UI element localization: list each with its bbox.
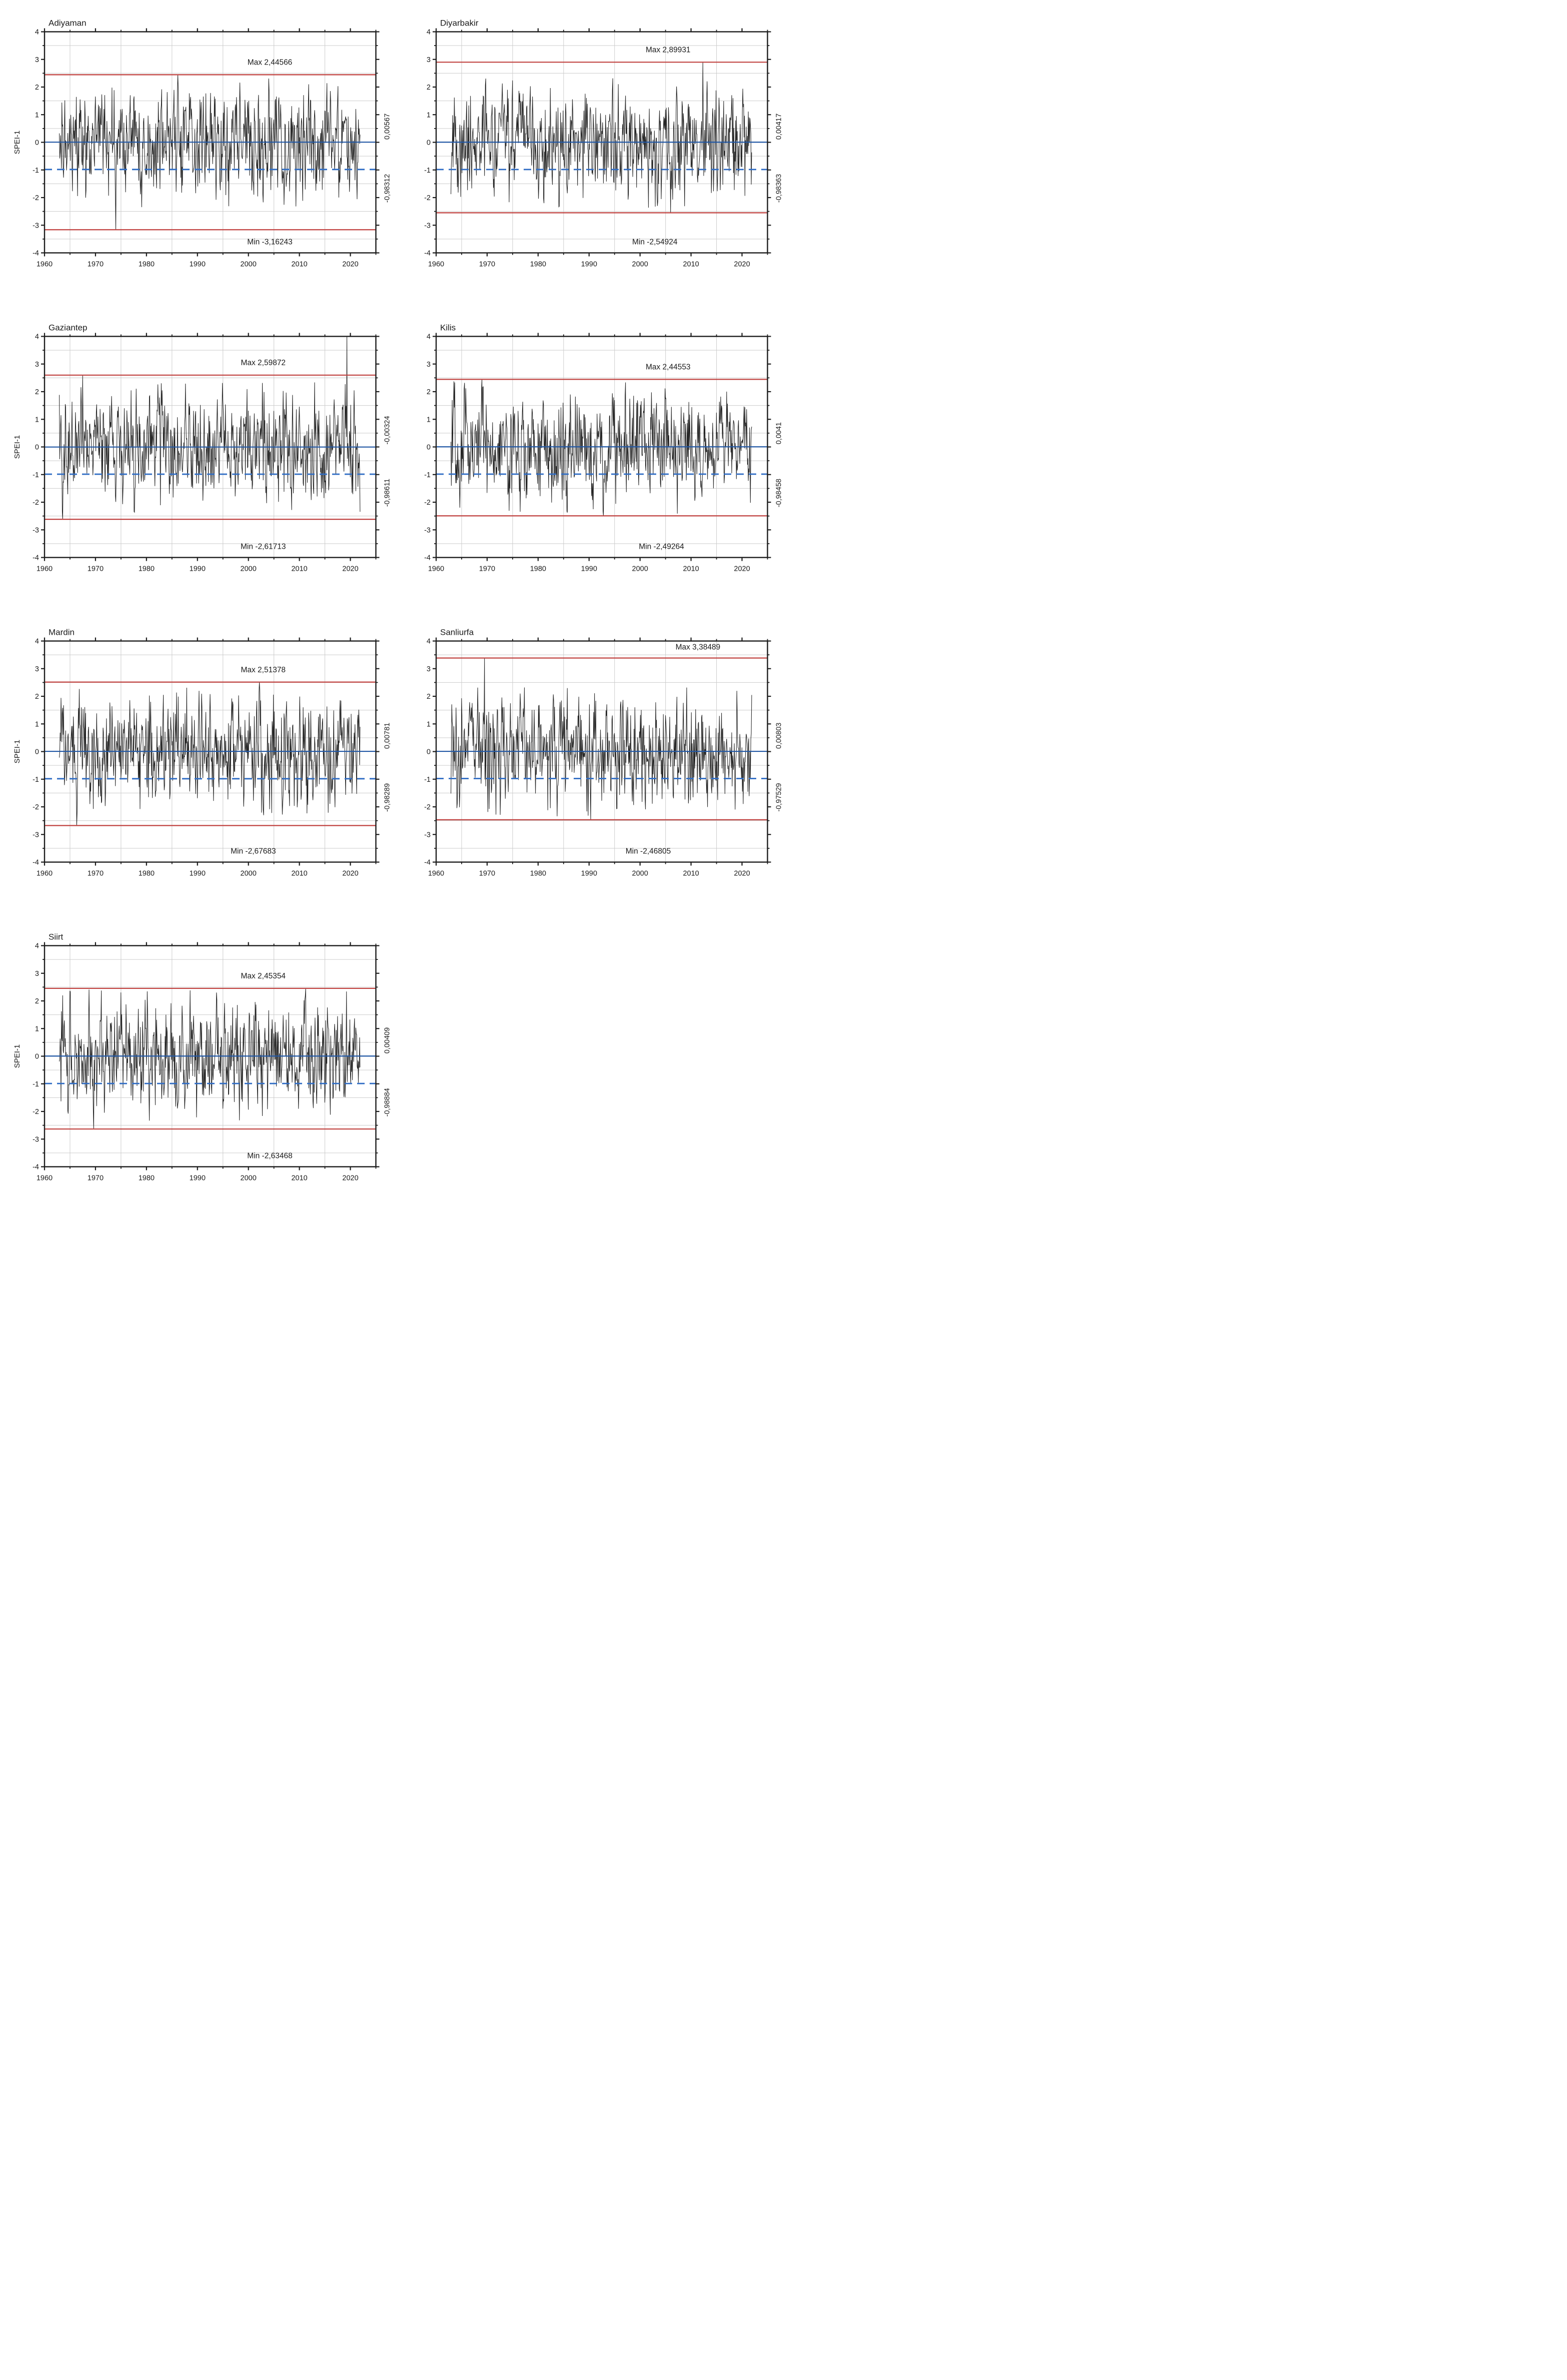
y-tick-label: 4 — [426, 28, 431, 37]
y-tick-label: 4 — [426, 637, 431, 646]
max-annotation: Max 3,38489 — [675, 643, 721, 652]
chart-kilis — [392, 305, 783, 609]
mean-value-label: 0,00567 — [383, 113, 392, 140]
y-tick-label: 4 — [35, 942, 39, 950]
y-tick-label: -3 — [33, 831, 39, 839]
max-annotation: Max 2,89931 — [645, 46, 691, 55]
y-tick-label: 3 — [35, 969, 39, 978]
x-tick-label: 2000 — [240, 565, 257, 573]
dashed-value-label: -0,97529 — [775, 783, 783, 812]
x-tick-label: 1960 — [428, 565, 445, 573]
x-tick-label: 1980 — [138, 260, 155, 269]
x-tick-label: 1960 — [428, 869, 445, 878]
x-tick-label: 2010 — [291, 260, 308, 269]
min-annotation: Min -2,61713 — [241, 542, 286, 551]
x-tick-label: 1970 — [87, 1174, 104, 1182]
y-tick-label: 3 — [35, 665, 39, 673]
y-tick-label: -3 — [424, 526, 431, 535]
y-tick-label: 2 — [426, 84, 431, 92]
y-tick-label: -1 — [33, 471, 39, 479]
x-tick-label: 1980 — [138, 869, 155, 878]
x-tick-label: 2000 — [632, 260, 648, 269]
y-tick-label: 2 — [35, 388, 39, 396]
y-tick-label: -4 — [33, 249, 39, 258]
y-tick-label: -2 — [33, 499, 39, 507]
mean-value-label: 0,00417 — [775, 113, 783, 140]
x-tick-label: 1990 — [189, 260, 206, 269]
y-tick-label: -4 — [424, 249, 431, 258]
figure-spei-panels — [0, 0, 783, 1190]
spei-series-line — [451, 379, 752, 516]
spei-series-line — [60, 75, 360, 230]
x-tick-label: 2020 — [342, 1174, 359, 1182]
y-tick-label: 0 — [35, 139, 39, 147]
y-tick-label: -2 — [424, 194, 431, 202]
x-tick-label: 2000 — [240, 1174, 257, 1182]
y-tick-label: -4 — [33, 858, 39, 867]
chart-title: Siirt — [49, 932, 64, 942]
chart-title: Gaziantep — [49, 323, 88, 333]
x-tick-label: 1970 — [87, 869, 104, 878]
y-tick-label: 3 — [426, 665, 431, 673]
y-tick-label: 1 — [426, 720, 431, 729]
x-tick-label: 2010 — [683, 260, 699, 269]
y-axis-title: SPEI-1 — [13, 130, 22, 155]
spei-series-line — [60, 988, 360, 1129]
min-annotation: Min -2,49264 — [639, 542, 684, 551]
x-tick-label: 1990 — [189, 1174, 206, 1182]
x-tick-label: 1990 — [189, 565, 206, 573]
y-axis-title: SPEI-1 — [13, 739, 22, 764]
min-annotation: Min -2,67683 — [231, 847, 276, 856]
x-tick-label: 2010 — [291, 1174, 308, 1182]
chart-sanliurfa — [392, 609, 783, 914]
chart-title: Kilis — [440, 323, 456, 333]
x-tick-label: 1980 — [530, 869, 546, 878]
max-annotation: Max 2,51378 — [241, 665, 286, 674]
y-tick-label: -2 — [424, 499, 431, 507]
y-tick-label: -4 — [424, 858, 431, 867]
y-tick-label: -1 — [33, 166, 39, 175]
min-annotation: Min -2,63468 — [247, 1151, 293, 1160]
y-tick-label: -3 — [33, 222, 39, 230]
x-tick-label: 1960 — [36, 1174, 53, 1182]
dashed-value-label: -0,98884 — [383, 1088, 392, 1117]
chart-siirt — [0, 914, 392, 1190]
y-tick-label: 1 — [426, 416, 431, 424]
y-tick-label: 3 — [35, 360, 39, 369]
min-annotation: Min -2,46805 — [625, 847, 671, 856]
chart-title: Mardin — [49, 627, 75, 637]
x-tick-label: 2000 — [632, 869, 648, 878]
y-axis-title: SPEI-1 — [13, 1044, 22, 1068]
y-tick-label: 0 — [426, 443, 431, 452]
x-tick-label: 1980 — [138, 565, 155, 573]
spei-series-line — [60, 337, 360, 520]
y-tick-label: 4 — [35, 637, 39, 646]
dashed-value-label: -0,98363 — [775, 174, 783, 203]
x-tick-label: 2020 — [734, 869, 750, 878]
x-tick-label: 1990 — [189, 869, 206, 878]
x-tick-label: 1970 — [479, 869, 496, 878]
y-tick-label: 2 — [35, 997, 39, 1005]
y-tick-label: 0 — [426, 748, 431, 756]
y-tick-label: 1 — [35, 1025, 39, 1033]
y-tick-label: 2 — [35, 84, 39, 92]
chart-gaziantep — [0, 305, 392, 609]
max-annotation: Max 2,45354 — [241, 972, 286, 981]
y-tick-label: -4 — [424, 554, 431, 562]
x-tick-label: 1980 — [530, 565, 546, 573]
x-tick-label: 1970 — [479, 260, 496, 269]
y-tick-label: -2 — [424, 803, 431, 811]
x-tick-label: 2010 — [291, 565, 308, 573]
y-tick-label: -1 — [424, 775, 431, 784]
y-tick-label: -4 — [33, 1163, 39, 1171]
dashed-value-label: -0,98289 — [383, 783, 392, 812]
x-tick-label: 1970 — [479, 565, 496, 573]
y-tick-label: 4 — [426, 333, 431, 341]
x-tick-label: 2010 — [683, 565, 699, 573]
y-tick-label: 2 — [426, 693, 431, 701]
y-tick-label: -1 — [424, 166, 431, 175]
dashed-value-label: -0,98458 — [775, 478, 783, 508]
max-annotation: Max 2,44553 — [645, 363, 691, 372]
min-annotation: Min -3,16243 — [247, 238, 293, 247]
y-tick-label: 1 — [35, 720, 39, 729]
y-tick-label: 1 — [35, 416, 39, 424]
y-tick-label: 3 — [426, 360, 431, 369]
y-tick-label: 2 — [35, 693, 39, 701]
mean-value-label: -0,00324 — [383, 416, 392, 445]
x-tick-label: 1990 — [581, 260, 597, 269]
y-tick-label: -3 — [33, 526, 39, 535]
x-tick-label: 2020 — [342, 565, 359, 573]
max-annotation: Max 2,59872 — [241, 359, 286, 368]
chart-adiyaman — [0, 0, 392, 305]
chart-mardin — [0, 609, 392, 914]
x-tick-label: 1990 — [581, 869, 597, 878]
x-tick-label: 2010 — [683, 869, 699, 878]
chart-title: Adiyaman — [49, 18, 87, 28]
spei-series-line — [60, 682, 360, 826]
dashed-value-label: -0,98611 — [383, 478, 392, 507]
y-tick-label: -3 — [424, 831, 431, 839]
y-tick-label: 3 — [35, 56, 39, 64]
min-annotation: Min -2,54924 — [632, 238, 678, 247]
chart-diyarbakir — [392, 0, 783, 305]
spei-series-line — [451, 62, 752, 213]
y-tick-label: 0 — [35, 748, 39, 756]
y-tick-label: 3 — [426, 56, 431, 64]
x-tick-label: 2000 — [632, 565, 648, 573]
y-tick-label: 2 — [426, 388, 431, 396]
x-tick-label: 2010 — [291, 869, 308, 878]
y-tick-label: -1 — [424, 471, 431, 479]
x-tick-label: 1980 — [138, 1174, 155, 1182]
y-tick-label: 0 — [35, 1052, 39, 1061]
y-tick-label: -1 — [33, 775, 39, 784]
x-tick-label: 1970 — [87, 565, 104, 573]
x-tick-label: 2020 — [342, 260, 359, 269]
y-tick-label: -2 — [33, 1108, 39, 1116]
y-tick-label: -1 — [33, 1080, 39, 1088]
y-tick-label: -4 — [33, 554, 39, 562]
y-axis-title: SPEI-1 — [13, 435, 22, 459]
x-tick-label: 1960 — [36, 260, 53, 269]
x-tick-label: 1960 — [36, 869, 53, 878]
y-tick-label: 1 — [426, 111, 431, 120]
x-tick-label: 2020 — [734, 260, 750, 269]
x-tick-label: 1980 — [530, 260, 546, 269]
x-tick-label: 1960 — [428, 260, 445, 269]
y-tick-label: 1 — [35, 111, 39, 120]
x-tick-label: 2000 — [240, 869, 257, 878]
mean-value-label: 0,0041 — [775, 422, 783, 445]
mean-value-label: 0,00781 — [383, 722, 392, 749]
x-tick-label: 2020 — [734, 565, 750, 573]
x-tick-label: 1960 — [36, 565, 53, 573]
y-tick-label: -2 — [33, 194, 39, 202]
y-tick-label: -3 — [33, 1135, 39, 1144]
mean-value-label: 0,00409 — [383, 1027, 392, 1054]
x-tick-label: 2000 — [240, 260, 257, 269]
max-annotation: Max 2,44566 — [247, 58, 293, 67]
dashed-value-label: -0,98312 — [383, 174, 392, 203]
x-tick-label: 1970 — [87, 260, 104, 269]
chart-title: Diyarbakir — [440, 18, 479, 28]
x-tick-label: 2020 — [342, 869, 359, 878]
chart-title: Sanliurfa — [440, 627, 474, 637]
mean-value-label: 0,00803 — [775, 722, 783, 749]
x-tick-label: 1990 — [581, 565, 597, 573]
y-tick-label: 4 — [35, 28, 39, 37]
y-tick-label: -3 — [424, 222, 431, 230]
y-tick-label: 0 — [426, 139, 431, 147]
y-tick-label: 0 — [35, 443, 39, 452]
y-tick-label: -2 — [33, 803, 39, 811]
y-tick-label: 4 — [35, 333, 39, 341]
